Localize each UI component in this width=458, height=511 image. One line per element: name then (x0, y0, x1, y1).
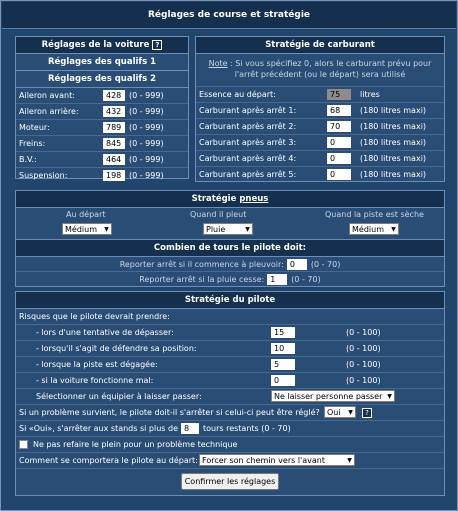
dry-delay-row (16, 272, 444, 286)
driver-strategy-panel (15, 291, 445, 496)
fuel-stop4-row (196, 151, 444, 167)
chevron-down-icon: ▼ (104, 225, 109, 233)
front-wing-row (16, 88, 188, 104)
confirm-button[interactable]: Confirmer les réglages (181, 473, 279, 490)
risk-overtake-label: - lors d'une tentative de dépasser: (36, 328, 174, 337)
brakes-label: Freins: (19, 139, 46, 148)
problem-row (16, 405, 444, 421)
risk-malfunction-row (16, 373, 444, 389)
gearbox-row (16, 152, 188, 168)
rain-delay-label: Reporter arrêt si il commence à pleuvoir: (119, 259, 284, 269)
fuel-start-input (327, 89, 351, 100)
fuel-start-unit: litres (360, 90, 380, 99)
start-behavior-select[interactable] (199, 454, 355, 466)
front-wing-input[interactable] (103, 90, 125, 101)
fuel-stop5-input[interactable] (327, 169, 351, 180)
rear-wing-row (16, 104, 188, 120)
brakes-row (16, 136, 188, 152)
chevron-down-icon: ▼ (245, 225, 250, 233)
risks-intro-row (16, 309, 444, 325)
qualif2-settings-link[interactable]: Réglages des qualifs 2 (16, 71, 188, 88)
start-behavior-value: Forcer son chemin vers l'avant (202, 455, 325, 465)
teammate-value: Ne laisser personne passer (274, 391, 383, 401)
rear-wing-range: (0 - 999) (129, 107, 164, 116)
risk-clear-row (16, 357, 444, 373)
start-behavior-label: Comment se comportera le pilote au départ: (19, 456, 198, 465)
front-wing-label: Aileron avant: (19, 91, 75, 100)
fuel-note (196, 54, 444, 87)
fuel-stop2-label: Carburant après arrêt 2: (199, 122, 297, 131)
risk-overtake-range: (0 - 100) (346, 328, 381, 337)
risk-malfunction-range: (0 - 100) (346, 376, 381, 385)
risk-defend-label: - lorsqu'il s'agit de défendre sa position: (36, 344, 197, 353)
problem-label: Si un problème survient, le pilote doit-il s'arrêter si celui-ci peut être réglé? (19, 408, 320, 417)
help-icon[interactable]: ? (362, 408, 372, 418)
brakes-input[interactable] (103, 138, 125, 149)
fuel-stop4-input[interactable] (327, 153, 351, 164)
fuel-note-label: Note (208, 59, 228, 68)
fuel-stop2-input[interactable] (327, 121, 351, 132)
rain-delay-input[interactable] (287, 259, 307, 270)
teammate-label: Sélectionner un équipier à laisser passer: (36, 392, 202, 401)
fuel-stop1-label: Carburant après arrêt 1: (199, 106, 297, 115)
fuel-stop5-row (196, 167, 444, 182)
dry-delay-input[interactable] (267, 274, 287, 285)
tyre-dry-label: Quand la piste est sèche (325, 210, 424, 219)
suspension-label: Suspension: (19, 171, 68, 180)
risk-overtake-input[interactable] (271, 327, 295, 338)
tyre-rain-select[interactable] (203, 223, 253, 235)
fuel-stop4-label: Carburant après arrêt 4: (199, 154, 297, 163)
risk-defend-range: (0 - 100) (346, 344, 381, 353)
risk-clear-input[interactable] (271, 359, 295, 370)
rear-wing-label: Aileron arrière: (19, 107, 79, 116)
no-refuel-row (16, 437, 444, 453)
tyre-start-value: Médium (65, 224, 97, 234)
fuel-stop3-input[interactable] (327, 137, 351, 148)
problem-value: Oui (327, 407, 341, 417)
help-icon[interactable]: ? (152, 40, 162, 50)
fuel-strategy-header: Stratégie de carburant (196, 37, 444, 54)
engine-range: (0 - 999) (129, 123, 164, 132)
chevron-down-icon: ▼ (391, 225, 396, 233)
no-refuel-label: Ne pas refaire le plein pour un problème technique (33, 440, 238, 449)
rear-wing-input[interactable] (103, 106, 125, 117)
tyre-strategy-header (16, 191, 444, 208)
fuel-stop5-label: Carburant après arrêt 5: (199, 170, 297, 179)
tyre-start-label: Au départ (66, 210, 106, 219)
laps-header: Combien de tours le pilote doit: (16, 240, 444, 257)
qualif1-settings-link[interactable]: Réglages des qualifs 1 (16, 54, 188, 71)
fuel-start-label: Essence au départ: (199, 90, 276, 99)
risk-overtake-row (16, 325, 444, 341)
dry-delay-range: (0 - 70) (291, 274, 321, 284)
risks-intro-label: Risques que le pilote devrait prendre: (19, 312, 170, 321)
tyre-rain-label: Quand il pleut (190, 210, 247, 219)
fuel-stop3-row (196, 135, 444, 151)
gearbox-input[interactable] (103, 154, 125, 165)
teammate-row (16, 389, 444, 405)
fuel-stop4-max: (180 litres maxi) (360, 154, 427, 163)
risk-malfunction-input[interactable] (271, 375, 295, 386)
tyre-start-select[interactable] (62, 223, 112, 235)
tyres-link[interactable]: pneus (239, 194, 269, 204)
tyre-dry-value: Médium (352, 224, 384, 234)
engine-row (16, 120, 188, 136)
engine-input[interactable] (103, 122, 125, 133)
fuel-stop1-input[interactable] (327, 105, 351, 116)
car-settings-title: Réglages de la voiture (41, 40, 150, 50)
tyre-rain-value: Pluie (206, 224, 226, 234)
rain-delay-row (16, 257, 444, 272)
fuel-stop2-max: (180 litres maxi) (360, 122, 427, 131)
gearbox-label: B.V.: (19, 155, 37, 164)
fuel-start-row (196, 87, 444, 103)
risk-clear-label: - lorsque la piste est dégagée: (36, 360, 158, 369)
fuel-strategy-panel (195, 36, 445, 182)
problem-select[interactable] (324, 406, 356, 418)
suspension-input[interactable] (103, 170, 125, 181)
chevron-down-icon: ▼ (347, 456, 352, 464)
tyre-dry-select[interactable] (349, 223, 399, 235)
fuel-note-text: : Si vous spécifiez 0, alors le carburant prévu pour l'arrêt précédent (ou le départ) sera utilisé (227, 59, 432, 79)
chevron-down-icon: ▼ (387, 392, 392, 400)
driver-strategy-header: Stratégie du pilote (16, 292, 444, 309)
risk-malfunction-label: - si la voiture fonctionne mal: (36, 376, 154, 385)
chevron-down-icon: ▼ (348, 408, 353, 416)
suspension-row (16, 168, 188, 183)
fuel-stop3-max: (180 litres maxi) (360, 138, 427, 147)
start-behavior-row (16, 453, 444, 469)
fuel-stop2-row (196, 119, 444, 135)
risk-defend-input[interactable] (271, 343, 295, 354)
fuel-stop5-max: (180 litres maxi) (360, 170, 427, 179)
rain-delay-range: (0 - 70) (310, 259, 341, 269)
risk-clear-range: (0 - 100) (346, 360, 381, 369)
pit-threshold-prefix: Si «Oui», s'arrêter aux stands si plus de (19, 424, 178, 433)
fuel-stop1-max: (180 litres maxi) (360, 106, 427, 115)
pit-threshold-input[interactable] (181, 423, 199, 434)
pit-threshold-row (16, 421, 444, 437)
front-wing-range: (0 - 999) (129, 91, 164, 100)
car-settings-header (16, 37, 188, 54)
car-settings-panel (15, 36, 189, 179)
engine-label: Moteur: (19, 123, 50, 132)
gearbox-range: (0 - 999) (129, 155, 164, 164)
fuel-stop3-label: Carburant après arrêt 3: (199, 138, 297, 147)
teammate-select[interactable] (271, 390, 395, 402)
tyre-strategy-panel (15, 190, 445, 287)
risk-defend-row (16, 341, 444, 357)
no-refuel-checkbox[interactable] (19, 440, 28, 449)
tyre-strategy-title: Stratégie (191, 194, 237, 204)
brakes-range: (0 - 999) (129, 139, 164, 148)
tyre-choices (16, 208, 444, 240)
fuel-stop1-row (196, 103, 444, 119)
suspension-range: (0 - 999) (129, 171, 164, 180)
page-title: Réglages de course et stratégie (2, 2, 456, 29)
pit-threshold-suffix: tours restants (0 - 70) (202, 424, 291, 433)
dry-delay-label: Reporter arrêt si la pluie cesse: (139, 274, 265, 284)
